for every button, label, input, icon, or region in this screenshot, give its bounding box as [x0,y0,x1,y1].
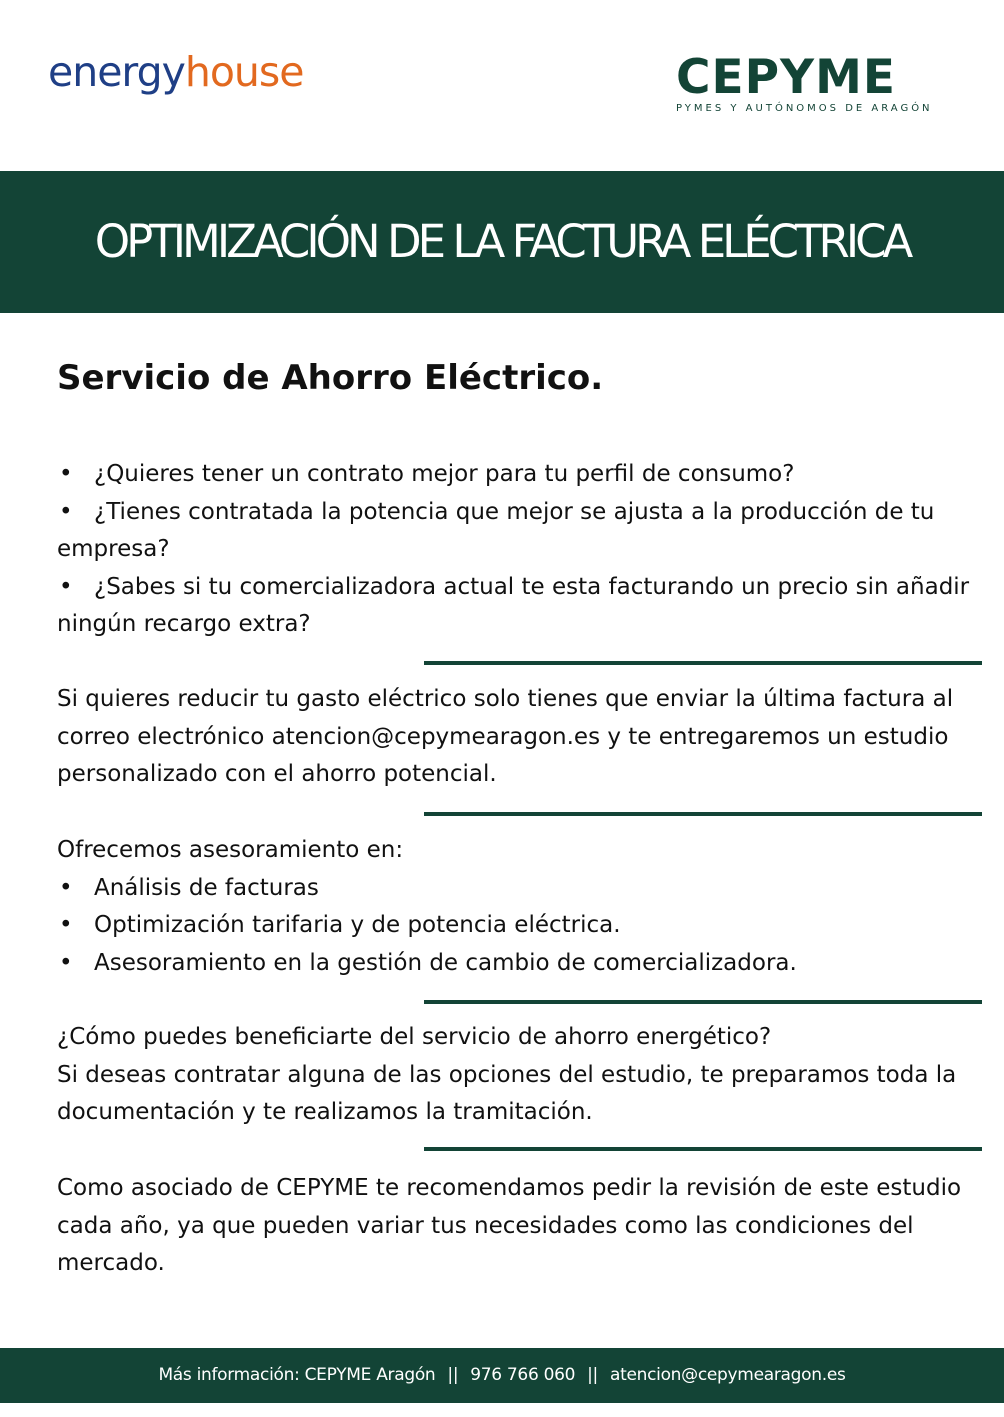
questions-list [57,456,982,644]
cepyme-logo-tagline: PYMES Y AUTÓNOMOS DE ARAGÓN [676,103,933,114]
closing-paragraph: Como asociado de CEPYME te recomendamos pedir la revisión de este estudio cada año, ya que pueden variar tus necesidades como las condiciones del mercado. [57,1175,962,1276]
cepyme-logo [676,50,946,114]
footer-separator: || [587,1365,598,1385]
footer-bar [0,1348,1004,1403]
offer-intro: Ofrecemos asesoramiento en: [57,837,404,863]
benefit-answer: Si deseas contratar alguna de las opciones del estudio, te preparamos toda la documentación y te realizamos la tramitación. [57,1061,957,1125]
offer-list [57,870,982,983]
offer-item: • Asesoramiento en la gestión de cambio de comercializadora. [57,945,982,983]
offer-block [57,832,982,982]
reduce-block [57,681,982,794]
offer-item: • Optimización tarifaria y de potencia eléctrica. [57,907,982,945]
section-divider [424,1000,982,1004]
questions-block [57,456,982,644]
footer-email: atencion@cepymearagon.es [609,1365,846,1385]
footer-phone: 976 766 060 [470,1365,576,1385]
footer-info: Más información: CEPYME Aragón [158,1365,436,1385]
footer-separator: || [447,1365,459,1385]
question-item: • ¿Tienes contratada la potencia que mejor se ajusta a la producción de tu empresa? [57,494,982,569]
section-divider [424,812,982,816]
cepyme-logo-brand: CEPYME [676,50,896,105]
benefit-question: ¿Cómo puedes beneficiarte del servicio de ahorro energético? [57,1024,772,1050]
energyhouse-logo-house: house [184,48,304,96]
title-banner [0,171,1004,313]
question-item: • ¿Sabes si tu comercializadora actual te esta facturando un precio sin añadir ningún recargo extra? [57,569,982,644]
benefit-block [57,1019,982,1132]
energyhouse-logo [48,48,304,96]
closing-block [57,1170,982,1283]
section-divider [424,1147,982,1151]
banner-title: OPTIMIZACIÓN DE LA FACTURA ELÉCTRICA [94,215,910,268]
question-item: • ¿Quieres tener un contrato mejor para tu perfil de consumo? [57,456,982,494]
reduce-paragraph: Si quieres reducir tu gasto eléctrico solo tienes que enviar la última factura al correo electrónico atencion@cepymearagon.es y te entregaremos un estudio personalizado con el ahorro potencial. [57,686,954,787]
energyhouse-logo-energy: energy [48,48,185,96]
service-heading: Servicio de Ahorro Eléctrico. [57,358,604,398]
section-divider [424,661,982,665]
offer-item: • Análisis de facturas [57,870,982,908]
